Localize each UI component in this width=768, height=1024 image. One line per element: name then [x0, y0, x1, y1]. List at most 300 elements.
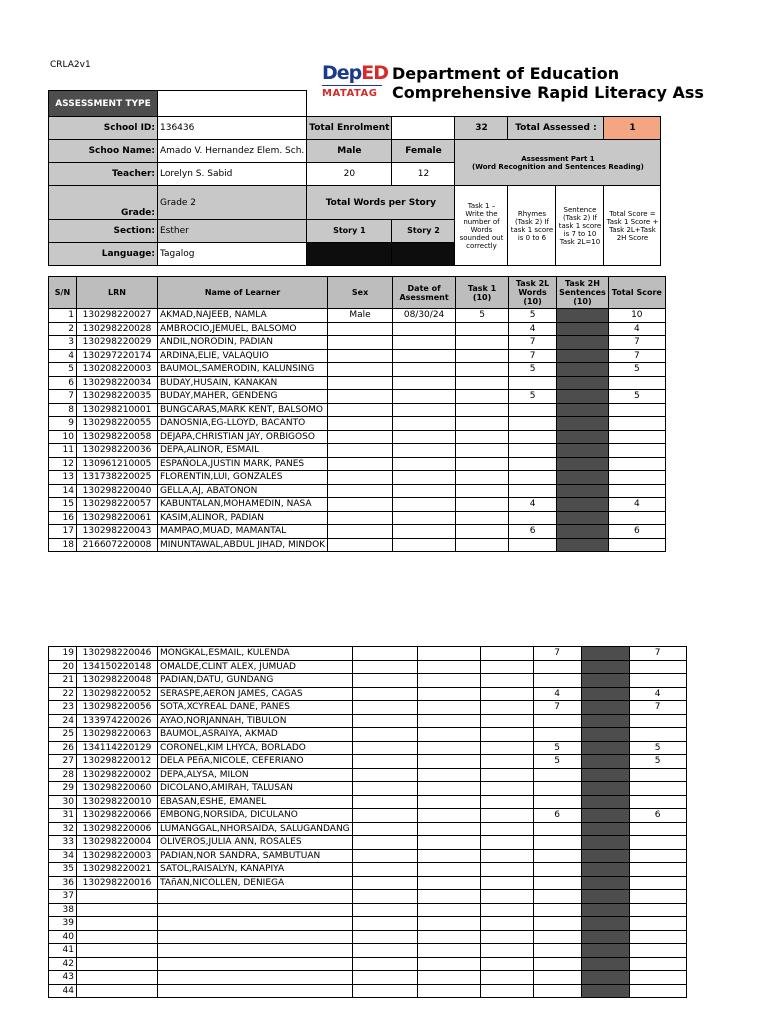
learner-row: [49, 701, 687, 715]
learner-task2l[interactable]: [533, 957, 581, 971]
learner-date[interactable]: [393, 444, 456, 458]
school-name-field[interactable]: Amado V. Hernandez Elem. Sch.: [158, 140, 307, 163]
learner-date[interactable]: [417, 714, 480, 728]
learner-task1[interactable]: [480, 809, 533, 823]
learner-task2h[interactable]: [581, 647, 629, 661]
learner-date[interactable]: [393, 511, 456, 525]
learner-task2h[interactable]: [557, 498, 609, 512]
learner-task1[interactable]: [480, 890, 533, 904]
learner-task2h[interactable]: [557, 322, 609, 336]
learner-task2l[interactable]: [533, 863, 581, 877]
learner-name: DELA PEñA,NICOLE, CEFERIANO: [158, 755, 353, 769]
learner-name: ARDINA,ELIE, VALAQUIO: [158, 349, 328, 363]
learner-task2l[interactable]: [533, 836, 581, 850]
learner-task2h[interactable]: [581, 903, 629, 917]
learner-task1[interactable]: [480, 714, 533, 728]
section-field[interactable]: Esther: [158, 220, 307, 243]
learner-task2h[interactable]: [581, 660, 629, 674]
learner-sn: 29: [49, 782, 77, 796]
learner-task2l[interactable]: 6: [533, 809, 581, 823]
learner-total: 5: [629, 741, 686, 755]
learner-task2l[interactable]: 4: [509, 498, 557, 512]
learner-task1[interactable]: [480, 863, 533, 877]
learner-date[interactable]: [417, 944, 480, 958]
learner-row: [49, 403, 666, 417]
learner-name: DEPA,ALYSA, MILON: [158, 768, 353, 782]
learner-date[interactable]: [417, 701, 480, 715]
learner-sex[interactable]: [328, 322, 393, 336]
learner-task2h[interactable]: [581, 984, 629, 998]
learner-lrn: 216607220008: [77, 538, 158, 552]
learner-sex[interactable]: [328, 538, 393, 552]
learner-task2h[interactable]: [581, 876, 629, 890]
learner-lrn: 130298220063: [77, 728, 158, 742]
learner-task2l[interactable]: [533, 890, 581, 904]
learner-date[interactable]: [393, 336, 456, 350]
learner-task2h[interactable]: [581, 768, 629, 782]
learner-task2h[interactable]: [581, 674, 629, 688]
learner-task1[interactable]: 5: [456, 309, 509, 323]
learner-task2h[interactable]: [557, 525, 609, 539]
learner-name: ANDIL,NORODIN, PADIAN: [158, 336, 328, 350]
learner-row: [49, 755, 687, 769]
learner-task2l[interactable]: [533, 971, 581, 985]
learner-sex[interactable]: [328, 471, 393, 485]
learner-task1[interactable]: [480, 930, 533, 944]
learner-date[interactable]: [417, 917, 480, 931]
learner-row: [49, 484, 666, 498]
learner-sex[interactable]: [352, 917, 417, 931]
learner-row: [49, 971, 687, 985]
learner-task1[interactable]: [480, 917, 533, 931]
learner-sn: 20: [49, 660, 77, 674]
learner-date[interactable]: [417, 863, 480, 877]
learner-sex[interactable]: [352, 714, 417, 728]
learner-sex[interactable]: [352, 957, 417, 971]
learner-lrn: 130208220003: [77, 363, 158, 377]
learner-task2h[interactable]: [581, 728, 629, 742]
learner-task2h[interactable]: [557, 457, 609, 471]
learner-task2l[interactable]: 5: [533, 755, 581, 769]
learner-sex[interactable]: [352, 849, 417, 863]
learner-sex[interactable]: [352, 701, 417, 715]
learner-task2l[interactable]: 4: [533, 687, 581, 701]
learner-task2l[interactable]: [533, 944, 581, 958]
learner-sn: 39: [49, 917, 77, 931]
learner-task2h[interactable]: [581, 822, 629, 836]
learner-task2l[interactable]: 7: [509, 336, 557, 350]
learner-sex[interactable]: [352, 971, 417, 985]
learner-date[interactable]: [417, 903, 480, 917]
learner-date[interactable]: [393, 538, 456, 552]
learner-date[interactable]: [393, 457, 456, 471]
learner-name: [158, 903, 353, 917]
learner-task2l[interactable]: 7: [509, 349, 557, 363]
learner-name: AYAO,NORJANNAH, TIBULON: [158, 714, 353, 728]
learner-task1[interactable]: [480, 741, 533, 755]
learner-task2l[interactable]: [533, 674, 581, 688]
learner-sex[interactable]: [352, 809, 417, 823]
learner-date[interactable]: [417, 782, 480, 796]
total-enrolment-value: 32: [455, 117, 508, 140]
learner-sn: 38: [49, 903, 77, 917]
learner-task1[interactable]: [456, 525, 509, 539]
teacher-field[interactable]: Lorelyn S. Sabid: [158, 163, 307, 186]
learner-date[interactable]: [417, 836, 480, 850]
learner-task1[interactable]: [480, 944, 533, 958]
learner-task2l[interactable]: [509, 403, 557, 417]
learner-sex[interactable]: [328, 525, 393, 539]
learner-date[interactable]: [393, 390, 456, 404]
learner-sex[interactable]: [352, 782, 417, 796]
grade-label: Grade:: [49, 186, 158, 220]
learner-sex[interactable]: [352, 795, 417, 809]
learner-task2h[interactable]: [581, 755, 629, 769]
learner-total: 7: [629, 701, 686, 715]
learner-task2l[interactable]: [509, 538, 557, 552]
learner-name: DEJAPA,CHRISTIAN JAY, ORBIGOSO: [158, 430, 328, 444]
learner-sn: 16: [49, 511, 77, 525]
learner-task1[interactable]: [456, 484, 509, 498]
learner-sex[interactable]: [352, 755, 417, 769]
learner-sn: 30: [49, 795, 77, 809]
learner-task2l[interactable]: [533, 728, 581, 742]
learner-sex[interactable]: [328, 430, 393, 444]
learner-task2l[interactable]: 5: [509, 363, 557, 377]
learner-task2l[interactable]: [509, 484, 557, 498]
learner-task2l[interactable]: [509, 444, 557, 458]
learner-task2l[interactable]: [533, 768, 581, 782]
learner-task1[interactable]: [480, 660, 533, 674]
learner-task2h[interactable]: [581, 890, 629, 904]
learner-sex[interactable]: [328, 457, 393, 471]
sentence-description: Sentence (Task 2) If task 1 score is 7 to 10 Task 2L=10: [556, 186, 604, 266]
learner-date[interactable]: [417, 741, 480, 755]
learner-task2h[interactable]: [557, 403, 609, 417]
learner-date[interactable]: 08/30/24: [393, 309, 456, 323]
learner-task2h[interactable]: [557, 390, 609, 404]
learner-task2h[interactable]: [581, 687, 629, 701]
learner-task2l[interactable]: [533, 903, 581, 917]
learner-sn: 41: [49, 944, 77, 958]
learner-date[interactable]: [417, 768, 480, 782]
learner-task2l[interactable]: [533, 822, 581, 836]
learner-task1[interactable]: [480, 849, 533, 863]
learner-sex[interactable]: [352, 903, 417, 917]
learner-task2l[interactable]: [509, 457, 557, 471]
learner-date[interactable]: [417, 984, 480, 998]
learner-sex[interactable]: [352, 728, 417, 742]
learner-date[interactable]: [393, 349, 456, 363]
learner-task2l[interactable]: 5: [533, 741, 581, 755]
learner-task1[interactable]: [456, 390, 509, 404]
learner-task2h[interactable]: [581, 741, 629, 755]
learner-task1[interactable]: [456, 538, 509, 552]
learner-name: EMBONG,NORSIDA, DICULANO: [158, 809, 353, 823]
learner-sex[interactable]: Male: [328, 309, 393, 323]
learner-task2h[interactable]: [581, 714, 629, 728]
learner-total: [608, 457, 665, 471]
learner-sex[interactable]: [352, 836, 417, 850]
learner-sex[interactable]: [352, 741, 417, 755]
learner-name: [158, 930, 353, 944]
learner-sn: 14: [49, 484, 77, 498]
learner-task1[interactable]: [480, 674, 533, 688]
learner-task1[interactable]: [480, 876, 533, 890]
learner-task2l[interactable]: [533, 714, 581, 728]
learner-lrn: [77, 944, 158, 958]
learner-row: [49, 309, 666, 323]
learner-date[interactable]: [417, 795, 480, 809]
learner-row: [49, 930, 687, 944]
learner-sex[interactable]: [328, 390, 393, 404]
learner-total: [629, 930, 686, 944]
learner-task1[interactable]: [456, 349, 509, 363]
learner-sex[interactable]: [352, 674, 417, 688]
learner-date[interactable]: [417, 822, 480, 836]
learner-task2h[interactable]: [557, 430, 609, 444]
learner-sex[interactable]: [328, 376, 393, 390]
learner-task2h[interactable]: [557, 417, 609, 431]
learner-name: BUNGCARAS,MARK KENT, BALSOMO: [158, 403, 328, 417]
learner-task1[interactable]: [480, 795, 533, 809]
learner-lrn: 131738220025: [77, 471, 158, 485]
learner-lrn: 130298220061: [77, 511, 158, 525]
learner-task2h[interactable]: [581, 863, 629, 877]
learner-task2h[interactable]: [581, 944, 629, 958]
learner-total: 7: [629, 647, 686, 661]
learner-task1[interactable]: [480, 687, 533, 701]
learner-task2h[interactable]: [581, 795, 629, 809]
learner-sex[interactable]: [352, 890, 417, 904]
learner-sex[interactable]: [352, 863, 417, 877]
learner-date[interactable]: [417, 755, 480, 769]
learner-date[interactable]: [393, 471, 456, 485]
learner-date[interactable]: [417, 849, 480, 863]
learner-task2h[interactable]: [581, 701, 629, 715]
learner-sn: 10: [49, 430, 77, 444]
learner-sn: 18: [49, 538, 77, 552]
learner-sex[interactable]: [328, 363, 393, 377]
assessment-type-field[interactable]: [158, 91, 307, 117]
learner-lrn: 130298220006: [77, 822, 158, 836]
learner-task2l[interactable]: 4: [509, 322, 557, 336]
learner-row: [49, 457, 666, 471]
learner-task2h[interactable]: [557, 336, 609, 350]
learner-total: 4: [608, 498, 665, 512]
learner-task2h[interactable]: [581, 782, 629, 796]
learner-task1[interactable]: [456, 376, 509, 390]
learner-sex[interactable]: [352, 768, 417, 782]
learner-date[interactable]: [393, 498, 456, 512]
learner-task2h[interactable]: [557, 349, 609, 363]
learner-lrn: 130298220016: [77, 876, 158, 890]
learner-task1[interactable]: [456, 430, 509, 444]
learner-task2l[interactable]: 5: [509, 390, 557, 404]
learner-task1[interactable]: [456, 444, 509, 458]
school-id-field[interactable]: 136436: [158, 117, 307, 140]
learner-total: [608, 376, 665, 390]
learner-task2h[interactable]: [557, 511, 609, 525]
learner-sn: 32: [49, 822, 77, 836]
learner-task1[interactable]: [480, 822, 533, 836]
learner-task2h[interactable]: [581, 917, 629, 931]
learner-task2l[interactable]: [533, 876, 581, 890]
learner-lrn: 130298220002: [77, 768, 158, 782]
column-header-row: [49, 277, 666, 309]
learner-date[interactable]: [417, 687, 480, 701]
learner-task1[interactable]: [480, 647, 533, 661]
learner-task2l[interactable]: [533, 984, 581, 998]
learner-task2l[interactable]: 7: [533, 647, 581, 661]
learner-task1[interactable]: [480, 728, 533, 742]
learner-date[interactable]: [417, 674, 480, 688]
learner-lrn: 134114220129: [77, 741, 158, 755]
learner-sex[interactable]: [352, 876, 417, 890]
learner-lrn: [77, 890, 158, 904]
learner-task2h[interactable]: [557, 484, 609, 498]
learner-sex[interactable]: [352, 822, 417, 836]
learner-task1[interactable]: [456, 322, 509, 336]
learner-task1[interactable]: [480, 768, 533, 782]
learner-task1[interactable]: [456, 403, 509, 417]
learner-task2l[interactable]: 7: [533, 701, 581, 715]
learner-sex[interactable]: [328, 511, 393, 525]
learner-date[interactable]: [417, 930, 480, 944]
learner-task2l[interactable]: [533, 849, 581, 863]
learner-task1[interactable]: [480, 701, 533, 715]
learner-sex[interactable]: [352, 984, 417, 998]
learner-task2l[interactable]: [533, 782, 581, 796]
learner-sex[interactable]: [328, 484, 393, 498]
learner-date[interactable]: [417, 647, 480, 661]
learner-task1[interactable]: [456, 457, 509, 471]
learner-sex[interactable]: [328, 417, 393, 431]
learner-task2l[interactable]: [533, 795, 581, 809]
learner-task1[interactable]: [480, 755, 533, 769]
story1-value[interactable]: [307, 243, 392, 266]
learner-lrn: [77, 957, 158, 971]
learner-date[interactable]: [393, 322, 456, 336]
learner-task2h[interactable]: [557, 363, 609, 377]
learner-sex[interactable]: [352, 944, 417, 958]
rhymes-description: Rhymes (Task 2) If task 1 score is 0 to 6: [508, 186, 556, 266]
learner-row: [49, 768, 687, 782]
learner-sex[interactable]: [352, 930, 417, 944]
learner-name: [158, 890, 353, 904]
learner-task1[interactable]: [480, 782, 533, 796]
learner-date[interactable]: [393, 403, 456, 417]
learner-task2h[interactable]: [557, 309, 609, 323]
learner-task1[interactable]: [456, 417, 509, 431]
learner-date[interactable]: [417, 728, 480, 742]
learner-task1[interactable]: [456, 471, 509, 485]
learner-date[interactable]: [417, 809, 480, 823]
learner-date[interactable]: [417, 890, 480, 904]
learner-task2h[interactable]: [581, 971, 629, 985]
learner-sn: 25: [49, 728, 77, 742]
learner-task2l[interactable]: [509, 511, 557, 525]
learner-date[interactable]: [417, 876, 480, 890]
learner-sn: 23: [49, 701, 77, 715]
learner-date[interactable]: [393, 363, 456, 377]
learner-task2h[interactable]: [581, 930, 629, 944]
learner-total: 4: [608, 322, 665, 336]
learner-sex[interactable]: [352, 647, 417, 661]
learner-task1[interactable]: [456, 336, 509, 350]
learner-sn: 13: [49, 471, 77, 485]
learner-task2h[interactable]: [557, 538, 609, 552]
learner-date[interactable]: [417, 660, 480, 674]
learner-task1[interactable]: [480, 836, 533, 850]
learner-sex[interactable]: [328, 349, 393, 363]
language-field[interactable]: Tagalog: [158, 243, 307, 266]
learner-row: [49, 471, 666, 485]
learner-task2l[interactable]: [509, 417, 557, 431]
learner-row: [49, 836, 687, 850]
assessment-type-label: ASSESSMENT TYPE: [49, 91, 158, 117]
lrn-header: LRN: [77, 277, 158, 309]
learner-row: [49, 444, 666, 458]
learner-task2h[interactable]: [581, 836, 629, 850]
learner-task1[interactable]: [456, 363, 509, 377]
learner-task1[interactable]: [480, 957, 533, 971]
learner-row: [49, 687, 687, 701]
learner-task2h[interactable]: [557, 444, 609, 458]
learner-sex[interactable]: [328, 444, 393, 458]
learner-date[interactable]: [393, 417, 456, 431]
total-words-label: Total Words per Story: [307, 186, 455, 220]
learner-task2l[interactable]: 6: [509, 525, 557, 539]
learner-task1[interactable]: [456, 511, 509, 525]
story2-value[interactable]: [392, 243, 455, 266]
learner-task2l[interactable]: [533, 917, 581, 931]
learner-task1[interactable]: [480, 903, 533, 917]
learner-task2h[interactable]: [557, 471, 609, 485]
learner-date[interactable]: [393, 376, 456, 390]
learner-sex[interactable]: [328, 403, 393, 417]
learner-sex[interactable]: [352, 660, 417, 674]
learner-lrn: 130298220036: [77, 444, 158, 458]
learner-sex[interactable]: [328, 498, 393, 512]
learner-date[interactable]: [417, 957, 480, 971]
grade-field[interactable]: Grade 2: [158, 186, 307, 220]
learner-task1[interactable]: [456, 498, 509, 512]
learner-task2h[interactable]: [581, 809, 629, 823]
learner-sex[interactable]: [352, 687, 417, 701]
learner-date[interactable]: [393, 430, 456, 444]
learner-lrn: 130298220034: [77, 376, 158, 390]
learner-sn: 40: [49, 930, 77, 944]
learner-date[interactable]: [417, 971, 480, 985]
learner-task1[interactable]: [480, 984, 533, 998]
learner-task2h[interactable]: [581, 849, 629, 863]
learner-task1[interactable]: [480, 971, 533, 985]
learner-task2l[interactable]: [509, 430, 557, 444]
learner-row: [49, 538, 666, 552]
learner-task2l[interactable]: 5: [509, 309, 557, 323]
learner-task2h[interactable]: [557, 376, 609, 390]
learner-task2l[interactable]: [533, 660, 581, 674]
date-header: Date of Asessment: [393, 277, 456, 309]
learner-task2l[interactable]: [509, 376, 557, 390]
learner-task2h[interactable]: [581, 957, 629, 971]
learner-task2l[interactable]: [533, 930, 581, 944]
learner-sex[interactable]: [328, 336, 393, 350]
learner-task2l[interactable]: [509, 471, 557, 485]
learner-date[interactable]: [393, 525, 456, 539]
learner-date[interactable]: [393, 484, 456, 498]
